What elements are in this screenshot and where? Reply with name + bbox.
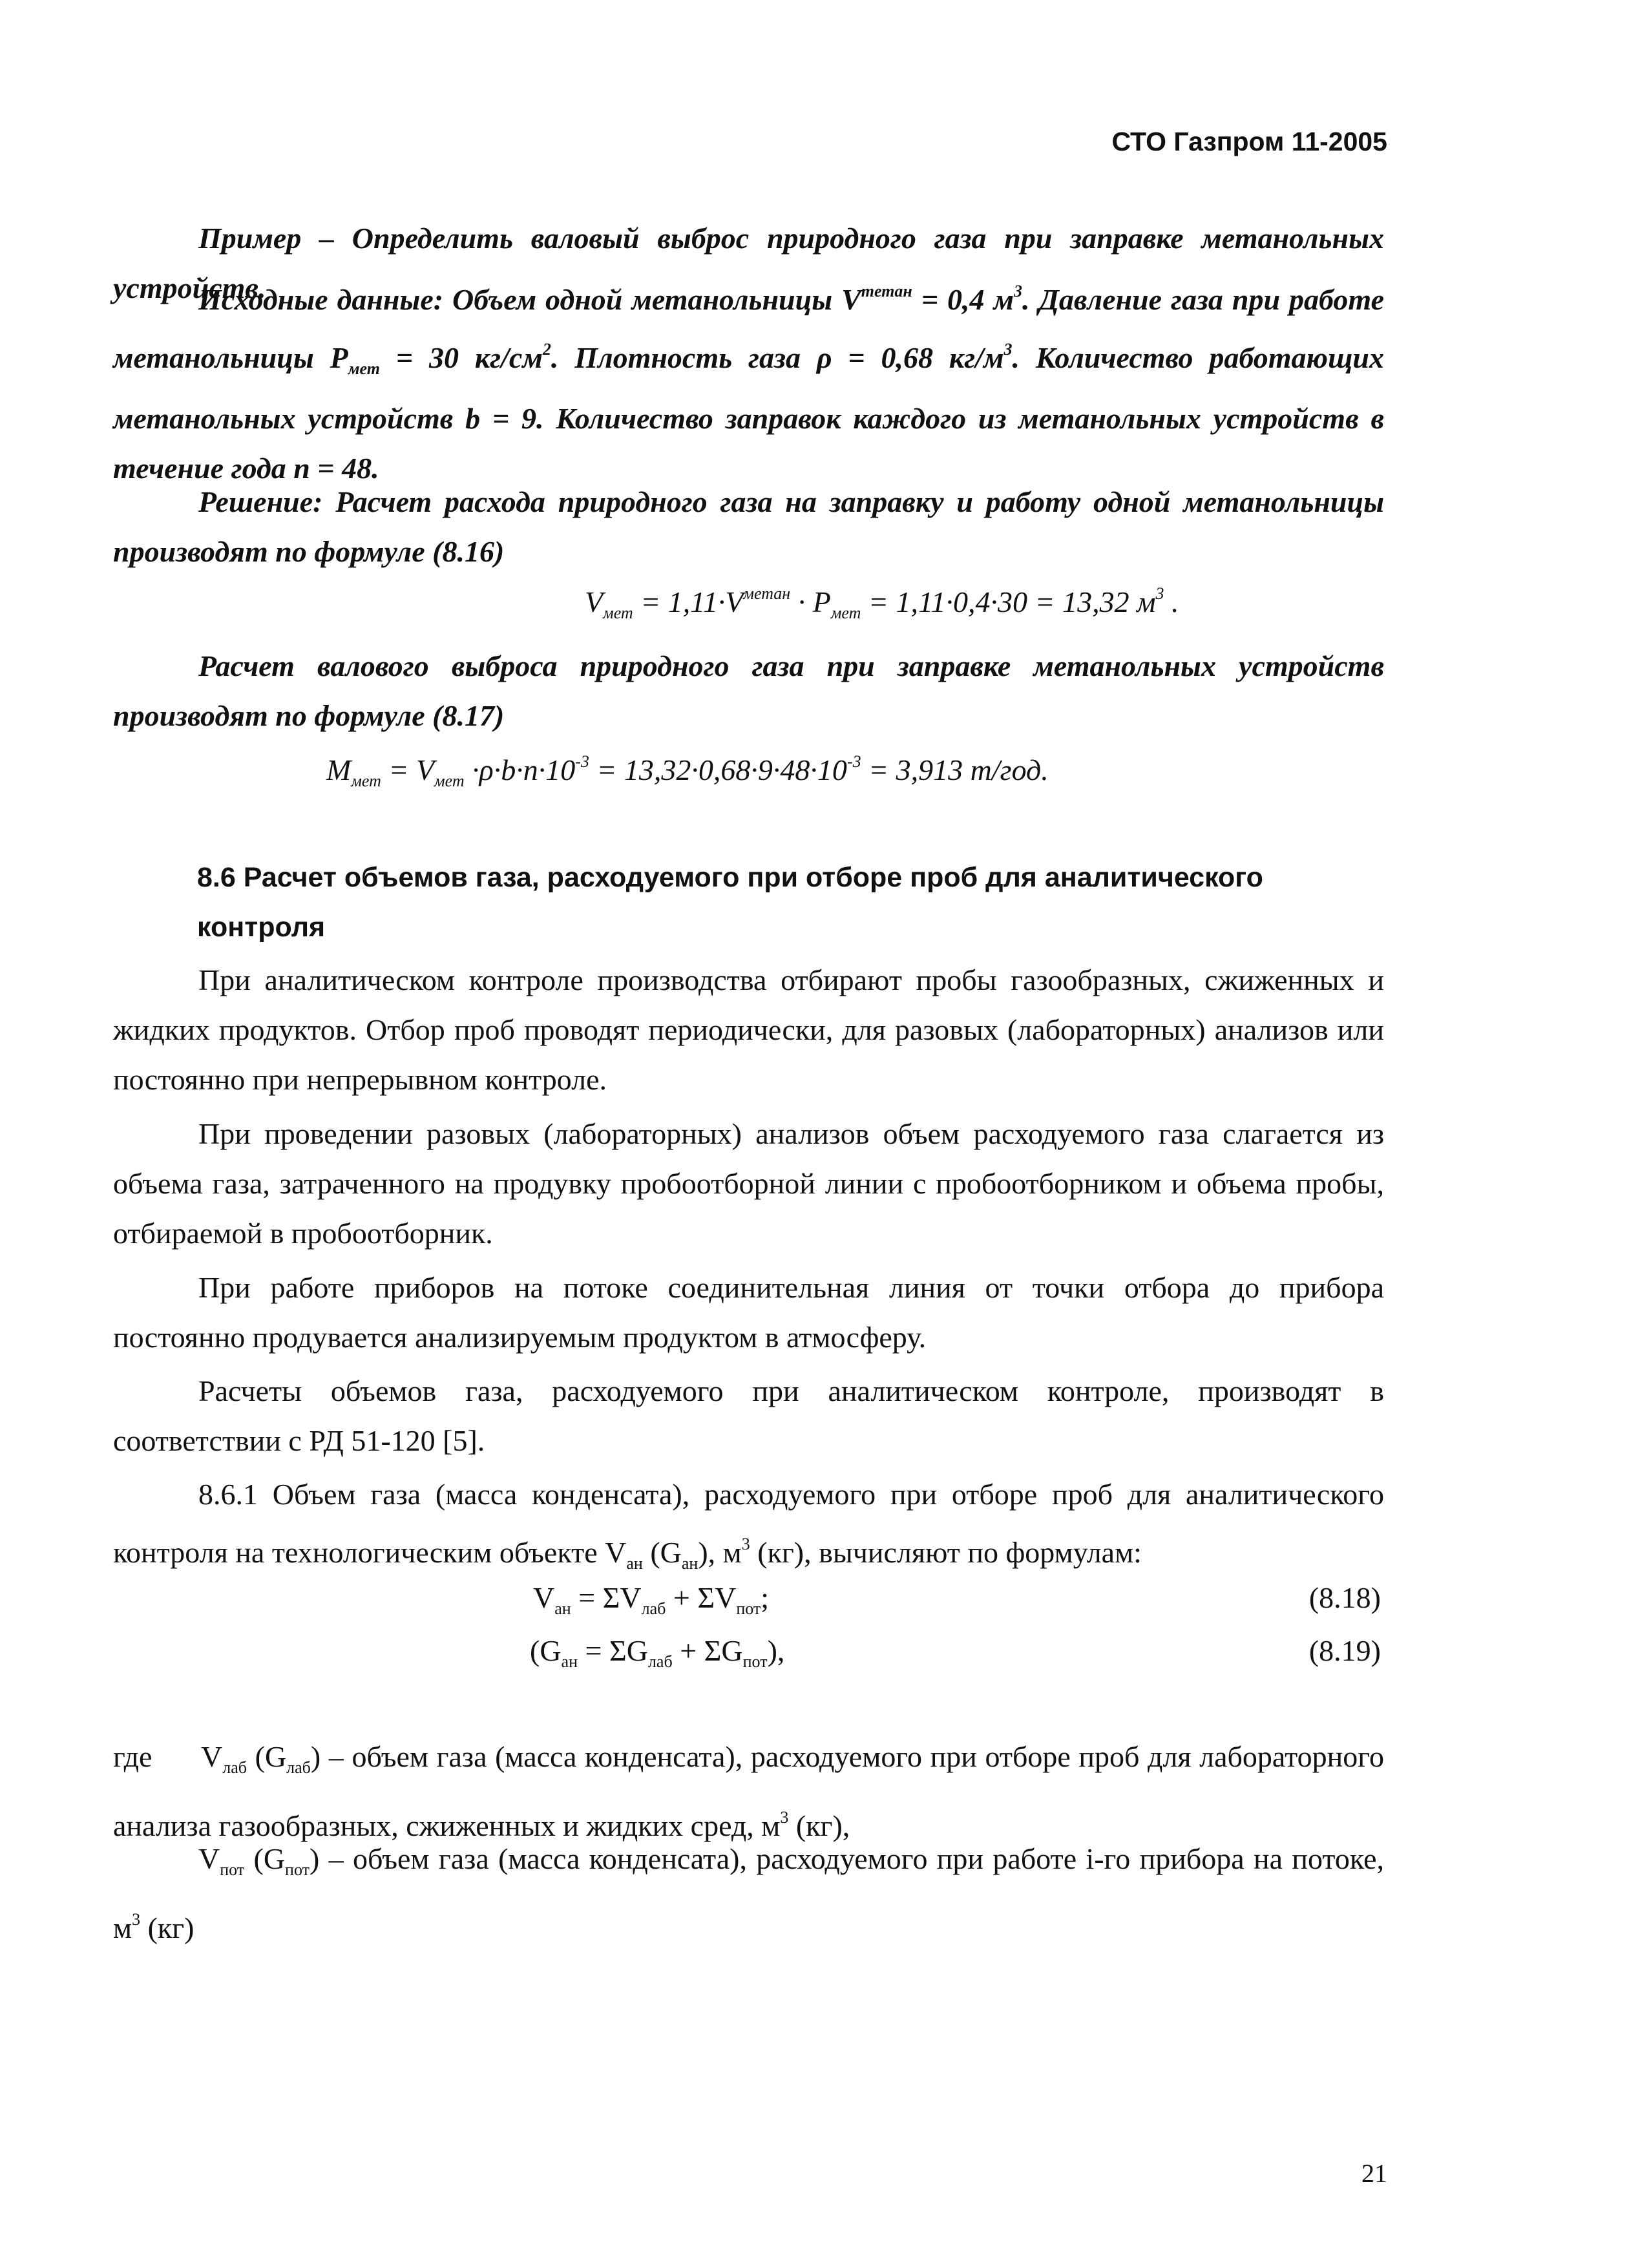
section-paragraph-3: При работе приборов на потоке соединительная линия от точки отбора до прибора постоянно продувается анализируемым продуктом в атмосферу. — [113, 1271, 1384, 1354]
page-number: 21 — [1361, 2159, 1387, 2188]
section-paragraph-1: При аналитическом контроле производства отбирают пробы газообразных, сжиженных и жидких продуктов. Отбор проб проводят периодически, для разовых (лабораторных) анализов или постоянно при непрерывном контроле. — [113, 963, 1384, 1096]
formula-8-17: $M_{мет} = V_{мет} \cdot\rho\cdot b\cdot n\cdot 10^{-3} = 13,32\cdot 0,68\cdot 9\cdot 48\cdot 10^{-3} = 3,913$ т/год. — [326, 752, 1049, 790]
formula-8-16: $V_{мет} = 1,11\cdot V^{метан} \cdot P_{мет} = 1,11\cdot 0,4\cdot 30 = 13,32$ $м^3$ . — [585, 584, 1179, 622]
equation-number-8-19: (8.19) — [1308, 1634, 1381, 1667]
where-definition-pot: $V_{пот}$ $(G_{пот})$ – объем газа (масса конденсата), расходуемого при работе i-го прибора на потоке, $м^3$ (кг) — [113, 1842, 1384, 1944]
section-paragraph-8-6-1: 8.6.1 Объем газа (масса конденсата), расходуемого при отборе проб для аналитического контроля на технологическим объекте $V_{ан}$ $(G_{ан})$, $м^3$ (кг), вычисляют по формулам: — [113, 1478, 1384, 1573]
where-definition-lab: где $V_{лаб}$ $(G_{лаб})$ – объем газа (масса конденсата), расходуемого при отборе проб для лабораторного анализа газообразных, сжиженных и жидких сред, $м^3$ (кг), — [113, 1740, 1392, 1842]
section-paragraph-2: При проведении разовых (лабораторных) анализов объем расходуемого газа слагается из объема газа, затраченного на продувку пробоотборной линии с пробоотборником и объема пробы, отбираемой в пробоотборник. — [113, 1117, 1384, 1250]
document-header: СТО Газпром 11-2005 — [1111, 127, 1387, 156]
formula-8-19: $(G_{ан} = \Sigma G_{лаб} + \Sigma G_{пот})$, — [530, 1634, 785, 1671]
section-paragraph-4: Расчеты объемов газа, расходуемого при аналитическом контроле, производят в соответствии с РД 51-120 [5]. — [113, 1374, 1384, 1457]
example-given-data: Исходные данные: Объем одной метанольницы $V^{mетан} = 0,4$ $м^3$. Давление газа при работе метанольницы $P_{мет} = 30$ $кг/см^2$. Плотность газа ρ = 0,68 $кг/м^3$. Количество работающих метанольных устройств b = 9. Количество заправок каждого из метанольных устройств в течение года n = 48. — [113, 282, 1384, 485]
example-calc-text: Расчет валового выброса природного газа при заправке метанольных устройств производят по формуле (8.17) — [113, 649, 1384, 732]
formula-8-18: $V_{ан} = \Sigma V_{лаб} + \Sigma V_{пот}$; — [533, 1581, 770, 1618]
section-heading: 8.6 Расчет объемов газа, расходуемого при отборе проб для аналитического контроля — [197, 862, 1263, 943]
example-title: Пример – Определить валовый выброс природного газа при заправке метанольных устройств. — [113, 222, 1384, 304]
example-solution: Решение: Расчет расхода природного газа на заправку и работу одной метанольницы производят по формуле (8.16) — [113, 485, 1384, 568]
equation-number-8-18: (8.18) — [1308, 1581, 1381, 1614]
